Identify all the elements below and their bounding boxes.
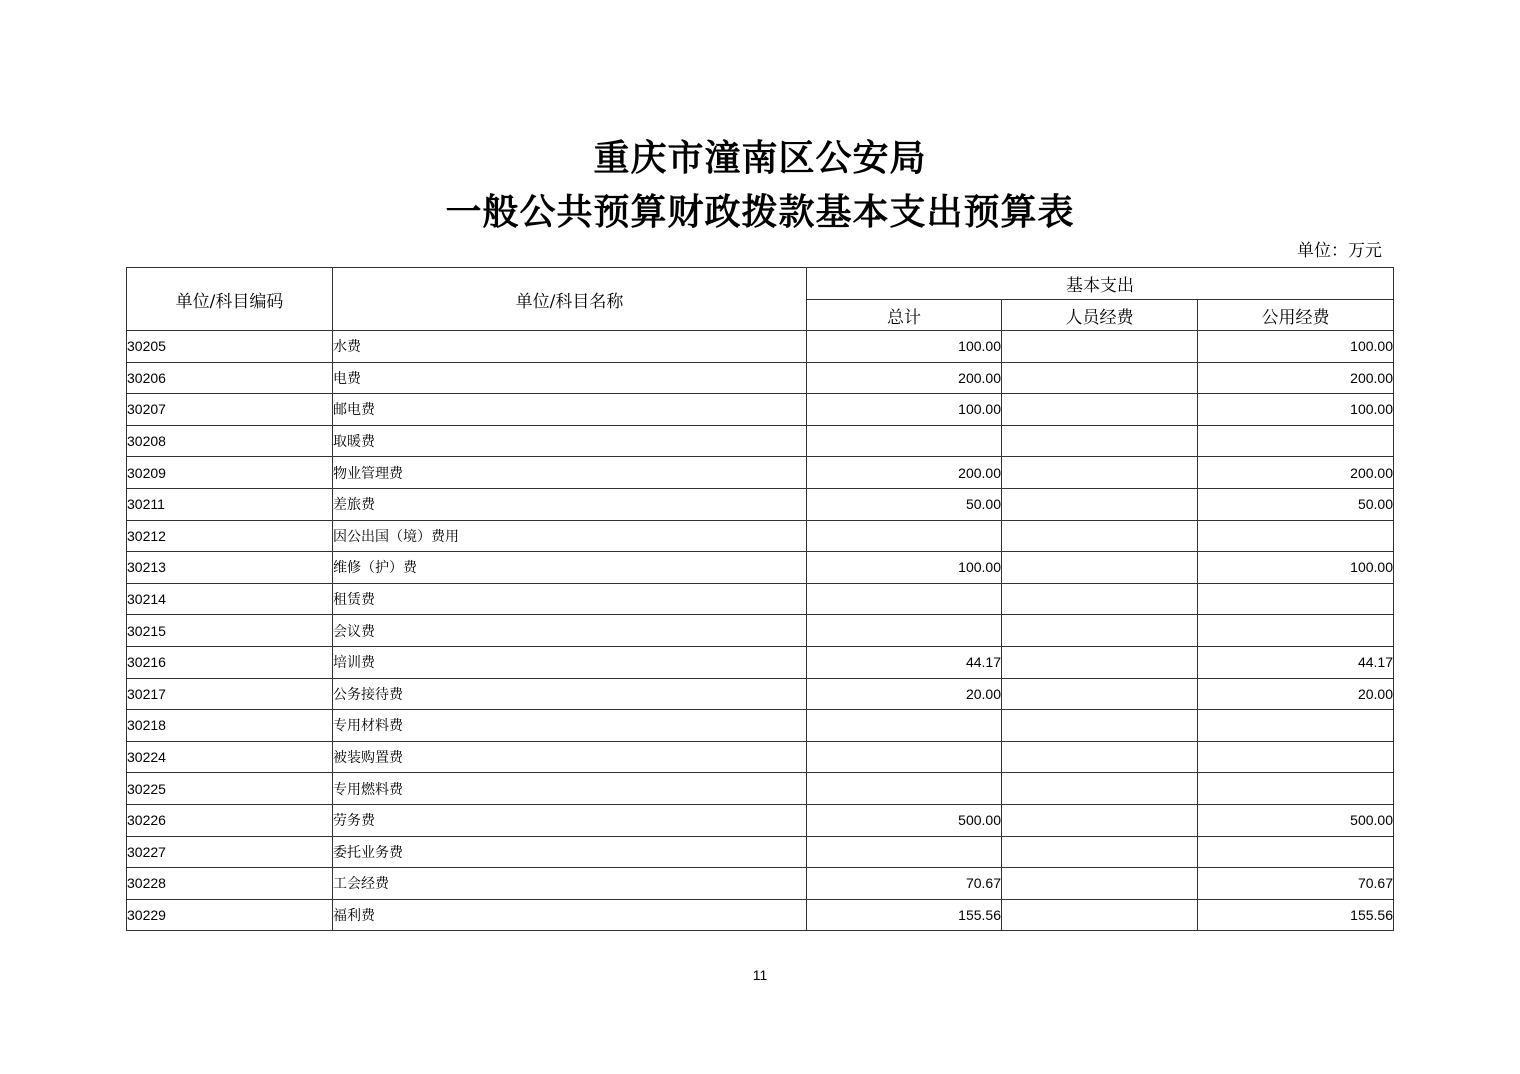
row-total	[807, 425, 1002, 457]
table-row	[127, 710, 1394, 742]
row-public: 500.00	[1198, 804, 1394, 836]
row-total: 200.00	[807, 362, 1002, 394]
row-name: 物业管理费	[333, 457, 807, 489]
row-total	[807, 836, 1002, 868]
row-total: 155.56	[807, 899, 1002, 931]
row-public	[1198, 583, 1394, 615]
row-code: 30227	[127, 836, 333, 868]
table-row	[127, 457, 1394, 489]
row-personnel	[1002, 646, 1198, 678]
row-personnel	[1002, 394, 1198, 426]
row-name: 福利费	[333, 899, 807, 931]
table-row	[127, 520, 1394, 552]
row-public: 100.00	[1198, 552, 1394, 584]
row-code: 30209	[127, 457, 333, 489]
row-name: 专用燃料费	[333, 773, 807, 805]
row-public	[1198, 836, 1394, 868]
row-name: 电费	[333, 362, 807, 394]
row-code: 30214	[127, 583, 333, 615]
row-personnel	[1002, 331, 1198, 363]
row-code: 30229	[127, 899, 333, 931]
table-row	[127, 583, 1394, 615]
row-name: 水费	[333, 331, 807, 363]
row-total: 20.00	[807, 678, 1002, 710]
row-name: 公务接待费	[333, 678, 807, 710]
row-public: 200.00	[1198, 362, 1394, 394]
row-name: 维修（护）费	[333, 552, 807, 584]
table-row	[127, 773, 1394, 805]
row-personnel	[1002, 425, 1198, 457]
row-name: 劳务费	[333, 804, 807, 836]
row-public: 50.00	[1198, 488, 1394, 520]
row-personnel	[1002, 868, 1198, 900]
budget-table	[126, 267, 1394, 931]
row-personnel	[1002, 362, 1198, 394]
row-public	[1198, 773, 1394, 805]
row-public: 100.00	[1198, 331, 1394, 363]
row-code: 30218	[127, 710, 333, 742]
header-total: 总计	[807, 300, 1002, 331]
table-row	[127, 488, 1394, 520]
row-name: 差旅费	[333, 488, 807, 520]
table-row	[127, 868, 1394, 900]
row-code: 30205	[127, 331, 333, 363]
row-code: 30225	[127, 773, 333, 805]
row-public: 70.67	[1198, 868, 1394, 900]
row-public: 200.00	[1198, 457, 1394, 489]
row-total	[807, 710, 1002, 742]
header-code: 单位/科目编码	[127, 268, 333, 331]
row-name: 工会经费	[333, 868, 807, 900]
table-row	[127, 646, 1394, 678]
row-personnel	[1002, 804, 1198, 836]
header-basic-expenditure: 基本支出	[807, 268, 1394, 300]
row-total	[807, 773, 1002, 805]
row-total: 500.00	[807, 804, 1002, 836]
row-public: 155.56	[1198, 899, 1394, 931]
table-row	[127, 899, 1394, 931]
row-total: 100.00	[807, 552, 1002, 584]
row-total: 100.00	[807, 331, 1002, 363]
table-row	[127, 552, 1394, 584]
row-total	[807, 741, 1002, 773]
row-personnel	[1002, 615, 1198, 647]
table-row	[127, 394, 1394, 426]
row-total: 50.00	[807, 488, 1002, 520]
row-total: 100.00	[807, 394, 1002, 426]
table-row	[127, 741, 1394, 773]
row-name: 取暖费	[333, 425, 807, 457]
row-name: 被装购置费	[333, 741, 807, 773]
table-row	[127, 836, 1394, 868]
table-row	[127, 331, 1394, 363]
table-row	[127, 425, 1394, 457]
row-personnel	[1002, 899, 1198, 931]
row-code: 30211	[127, 488, 333, 520]
row-code: 30217	[127, 678, 333, 710]
unit-label: 单位：万元	[1297, 241, 1382, 261]
row-total	[807, 615, 1002, 647]
header-personnel: 人员经费	[1002, 300, 1198, 331]
row-name: 邮电费	[333, 394, 807, 426]
row-personnel	[1002, 520, 1198, 552]
row-personnel	[1002, 710, 1198, 742]
row-personnel	[1002, 836, 1198, 868]
table-body	[127, 331, 1394, 931]
row-code: 30224	[127, 741, 333, 773]
row-code: 30226	[127, 804, 333, 836]
row-personnel	[1002, 552, 1198, 584]
header-name: 单位/科目名称	[333, 268, 807, 331]
row-name: 委托业务费	[333, 836, 807, 868]
row-code: 30228	[127, 868, 333, 900]
row-total	[807, 583, 1002, 615]
table-row	[127, 678, 1394, 710]
row-code: 30206	[127, 362, 333, 394]
table-row	[127, 362, 1394, 394]
row-name: 培训费	[333, 646, 807, 678]
row-personnel	[1002, 583, 1198, 615]
row-public: 20.00	[1198, 678, 1394, 710]
row-personnel	[1002, 678, 1198, 710]
row-code: 30216	[127, 646, 333, 678]
row-public: 44.17	[1198, 646, 1394, 678]
row-name: 租赁费	[333, 583, 807, 615]
page-number: 11	[752, 967, 768, 983]
row-code: 30208	[127, 425, 333, 457]
row-total	[807, 520, 1002, 552]
row-name: 专用材料费	[333, 710, 807, 742]
row-public	[1198, 710, 1394, 742]
row-name: 因公出国（境）费用	[333, 520, 807, 552]
table-row	[127, 615, 1394, 647]
row-public	[1198, 520, 1394, 552]
row-public	[1198, 615, 1394, 647]
row-code: 30212	[127, 520, 333, 552]
row-total: 200.00	[807, 457, 1002, 489]
table-row	[127, 804, 1394, 836]
row-public: 100.00	[1198, 394, 1394, 426]
header-public: 公用经费	[1198, 300, 1394, 331]
row-code: 30213	[127, 552, 333, 584]
document-title: 重庆市潼南区公安局	[593, 137, 927, 179]
row-total: 44.17	[807, 646, 1002, 678]
row-code: 30207	[127, 394, 333, 426]
row-name: 会议费	[333, 615, 807, 647]
row-public	[1198, 425, 1394, 457]
row-code: 30215	[127, 615, 333, 647]
row-personnel	[1002, 488, 1198, 520]
row-personnel	[1002, 773, 1198, 805]
document-subtitle: 一般公共预算财政拨款基本支出预算表	[445, 191, 1075, 233]
row-personnel	[1002, 457, 1198, 489]
row-total: 70.67	[807, 868, 1002, 900]
row-personnel	[1002, 741, 1198, 773]
row-public	[1198, 741, 1394, 773]
